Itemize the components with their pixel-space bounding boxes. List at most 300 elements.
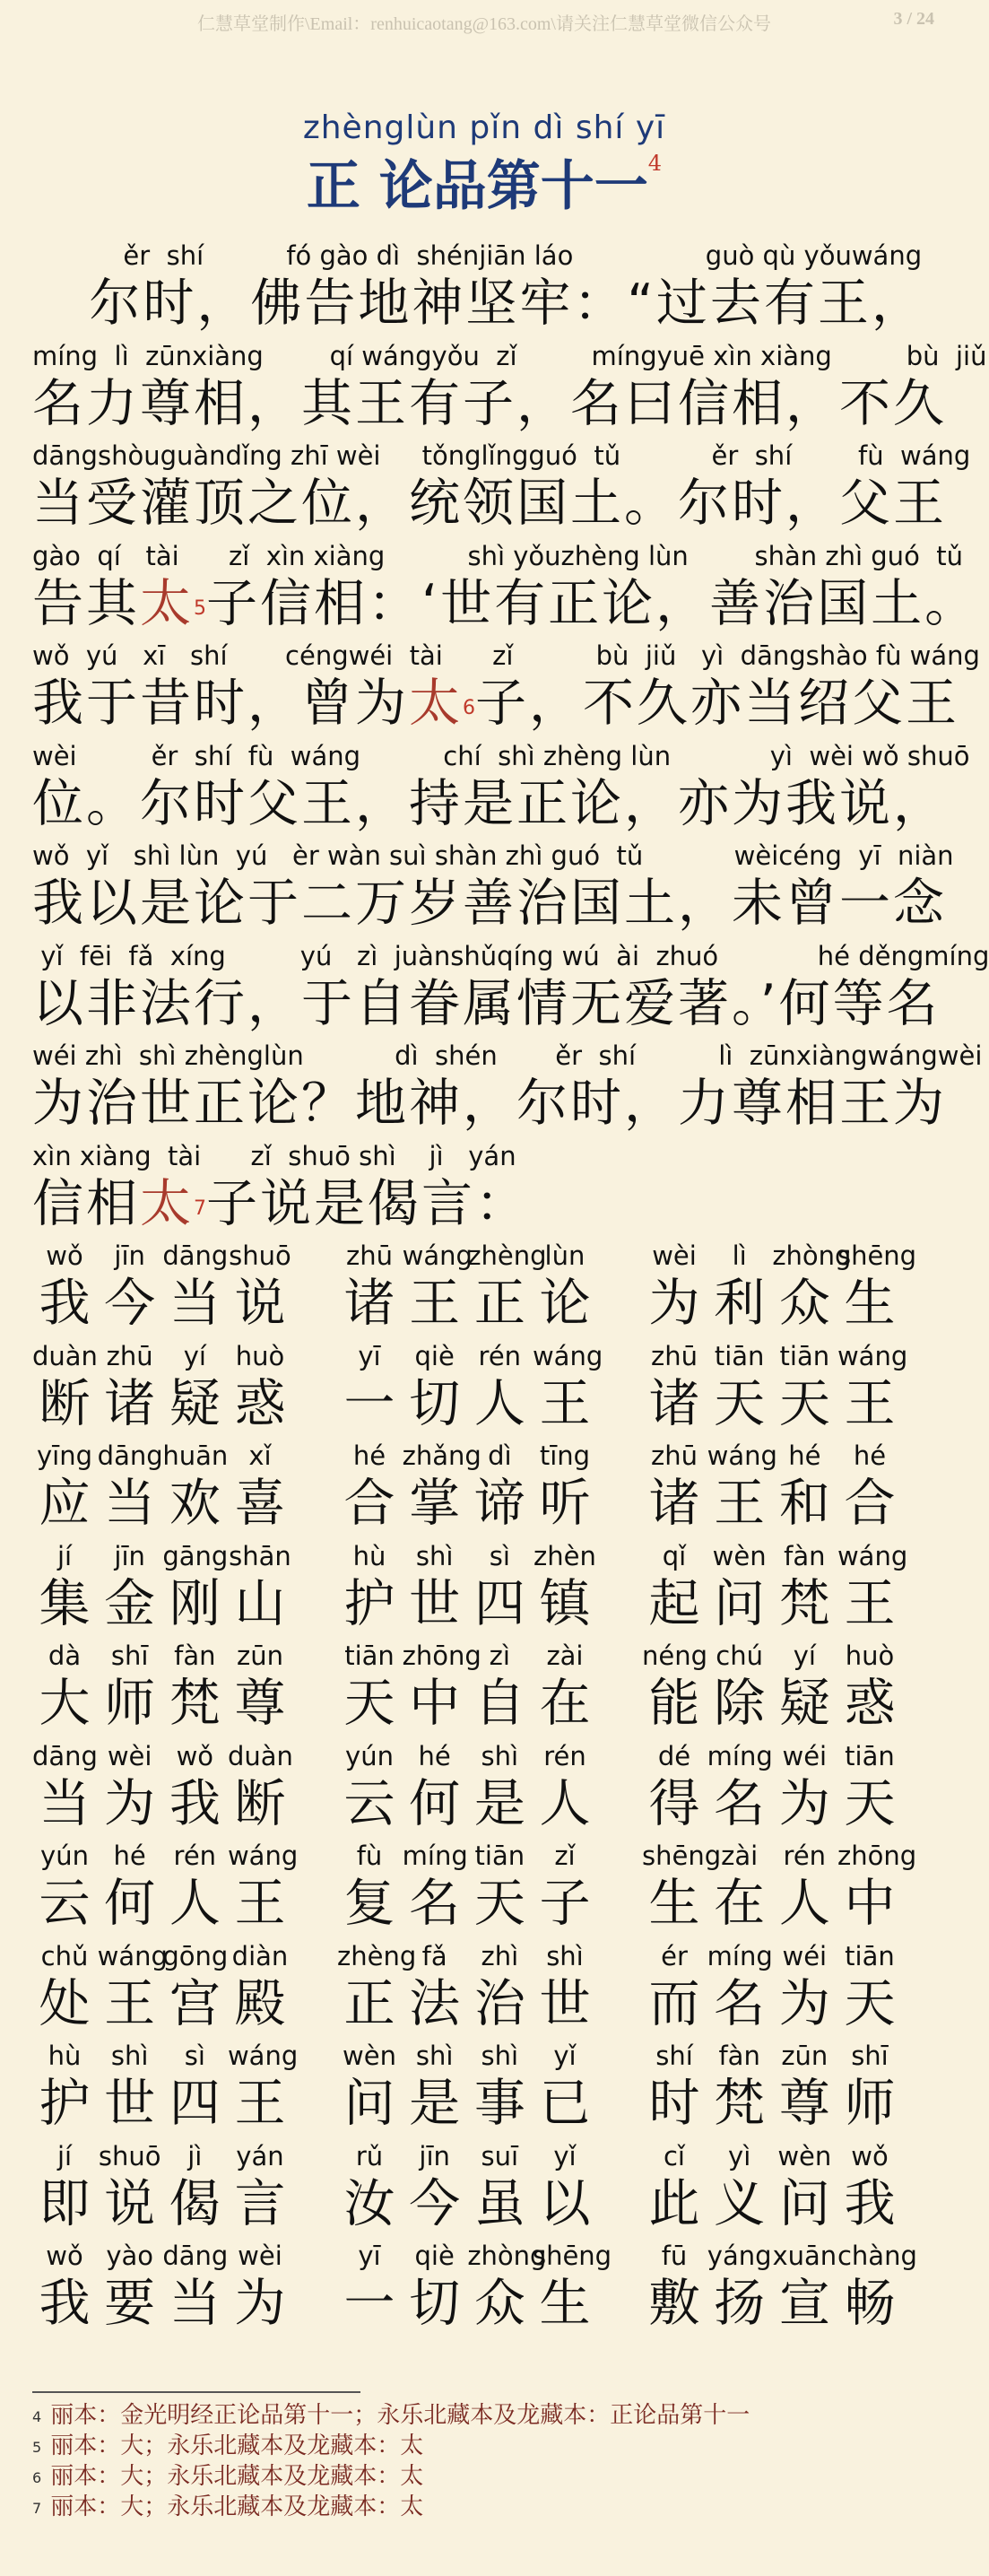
pinyin-syllable: xuān <box>772 2241 837 2271</box>
hanzi-character: 疑 <box>778 1674 830 1733</box>
prose-line <box>32 1138 938 1239</box>
verse-hanzi <box>32 2074 292 2133</box>
verse-hanzi <box>642 1874 902 1933</box>
hanzi-character: 利 <box>714 1274 766 1333</box>
pinyin-syllable: shī <box>110 1640 149 1671</box>
pinyin-syllable: wáng <box>707 1440 777 1471</box>
hanzi-character: 诸 <box>343 1274 395 1333</box>
hanzi-character: 天 <box>844 1773 896 1833</box>
hanzi-line <box>32 674 959 733</box>
verse-pinyin <box>32 1338 292 1374</box>
hanzi-line <box>32 773 947 833</box>
pinyin-syllable: fū <box>661 2241 688 2271</box>
hanzi-character: 说 <box>104 2173 156 2233</box>
verse-pinyin <box>32 1938 292 1974</box>
pinyin-syllable: yī <box>358 2241 381 2271</box>
pinyin-syllable: shuō <box>229 1240 291 1271</box>
verse-pinyin <box>642 1938 902 1974</box>
verse-line <box>32 1238 938 1338</box>
pinyin-syllable: míng <box>707 1940 773 1971</box>
verse-hanzi <box>642 1974 902 2033</box>
pinyin-syllable: rǔ <box>355 2140 384 2171</box>
hanzi-character: 问 <box>343 2074 395 2133</box>
pinyin-syllable: dé <box>657 1740 691 1771</box>
pinyin-line: dāngshòuguàndǐng zhī wèi tǒnglǐngguó tǔ ěr shí fù wáng <box>32 440 971 471</box>
hanzi-line <box>32 573 979 633</box>
hanzi-text: 告其 <box>32 573 140 633</box>
pinyin-syllable: sì <box>489 1540 510 1571</box>
verse-phrase <box>642 1938 902 2033</box>
pinyin-syllable: hù <box>352 1540 386 1571</box>
verse-hanzi <box>337 1274 597 1333</box>
pinyin-syllable: yīng <box>36 1440 92 1471</box>
pinyin-syllable: cǐ <box>663 2140 685 2171</box>
verse-pinyin <box>642 1738 902 1774</box>
hanzi-character: 世 <box>409 1573 461 1633</box>
hanzi-character: 天 <box>473 1874 525 1933</box>
hanzi-character: 名 <box>714 1973 766 2033</box>
hanzi-character: 王 <box>714 1474 766 1533</box>
hanzi-line <box>32 274 938 333</box>
hanzi-character: 大 <box>39 1674 91 1733</box>
hanzi-character: 自 <box>473 1674 525 1733</box>
prose-line <box>32 938 989 1039</box>
prose-line <box>32 738 970 839</box>
verse-hanzi <box>32 1474 292 1533</box>
verse-pinyin <box>337 1638 597 1674</box>
verse-hanzi <box>337 2174 597 2233</box>
verse-line <box>32 1638 938 1738</box>
prose-line <box>32 1038 983 1138</box>
pinyin-syllable: huò <box>845 1640 895 1671</box>
verse-hanzi <box>337 2074 597 2133</box>
footnote-number: 5 <box>32 2439 42 2456</box>
verse-hanzi <box>642 1374 902 1433</box>
verse-hanzi <box>337 1474 597 1533</box>
hanzi-character: 为 <box>234 2274 286 2333</box>
hanzi-character: 护 <box>343 1573 395 1633</box>
page-number: 3 / 24 <box>893 9 934 29</box>
hanzi-character: 人 <box>778 1874 830 1933</box>
pinyin-syllable: yáng <box>707 2241 772 2271</box>
pinyin-syllable: chàng <box>837 2241 917 2271</box>
hanzi-character: 合 <box>844 1474 896 1533</box>
pinyin-syllable: zài <box>721 1841 759 1871</box>
hanzi-character: 虽 <box>473 2173 525 2233</box>
verse-phrase <box>32 2238 292 2333</box>
hanzi-character: 金 <box>104 1573 156 1633</box>
hanzi-character: 王 <box>409 1274 461 1333</box>
pinyin-syllable: tiān <box>344 1640 395 1671</box>
hanzi-character: 生 <box>844 1274 896 1333</box>
pinyin-syllable: wáng <box>532 1340 603 1371</box>
pinyin-syllable: qiè <box>414 1340 455 1371</box>
hanzi-character: 而 <box>648 1973 700 2033</box>
pinyin-syllable: huò <box>235 1340 285 1371</box>
pinyin-syllable: shuō <box>98 2140 161 2171</box>
pinyin-syllable: zhū <box>346 1240 393 1271</box>
pinyin-syllable: dì <box>488 1440 512 1471</box>
footnote <box>32 2492 938 2522</box>
hanzi-character: 梵 <box>169 1674 221 1733</box>
hanzi-character: 为 <box>778 1973 830 2033</box>
hanzi-character: 起 <box>648 1573 700 1633</box>
pinyin-syllable: shī <box>851 2041 889 2071</box>
pinyin-syllable: tiān <box>714 1340 765 1371</box>
hanzi-character: 诸 <box>648 1474 700 1533</box>
pinyin-line: wèi ěr shí fù wáng chí shì zhèng lùn yì wèi wǒ shuō <box>32 740 970 771</box>
hanzi-character: 集 <box>39 1573 91 1633</box>
verse-hanzi <box>32 1974 292 2033</box>
hanzi-character: 问 <box>714 1573 766 1633</box>
variant-character: 太 <box>140 1173 194 1233</box>
pinyin-syllable: jí <box>56 1540 73 1571</box>
hanzi-text: 子，不久亦当绍父王 <box>475 674 959 733</box>
pinyin-syllable: yī <box>358 1340 381 1371</box>
pinyin-syllable: wèi <box>238 2241 282 2271</box>
verse-pinyin <box>642 1638 902 1674</box>
pinyin-line: míng lì zūnxiàng qí wángyǒu zǐ míngyuē xìn xiàng bù jiǔ <box>32 340 987 371</box>
verse-hanzi <box>32 1874 292 1933</box>
page-header <box>0 9 968 36</box>
hanzi-line <box>32 874 947 933</box>
verse-hanzi <box>642 2174 902 2233</box>
hanzi-text: 位。尔时父王，持是正论，亦为我说， <box>32 773 947 833</box>
footnote-ref: 5 <box>194 596 206 620</box>
pinyin-syllable: wǒ <box>851 2140 889 2171</box>
hanzi-text: 当受灌顶之位，统领国土。尔时，父王 <box>32 474 947 533</box>
pinyin-syllable: wáng <box>837 1340 908 1371</box>
hanzi-character: 谛 <box>473 1474 525 1533</box>
verse-hanzi <box>642 2074 902 2133</box>
hanzi-character: 人 <box>539 1773 591 1833</box>
verse-phrase <box>337 1238 597 1333</box>
verse-hanzi <box>337 1574 597 1633</box>
footnote-text: 丽本：大；永乐北藏本及龙藏本：太 <box>50 2463 424 2490</box>
pinyin-syllable: zhū <box>651 1340 698 1371</box>
pinyin-syllable: qiè <box>414 2241 455 2271</box>
hanzi-character: 汝 <box>343 2173 395 2233</box>
pinyin-syllable: duàn <box>32 1340 98 1371</box>
hanzi-text: 我以是论于二万岁善治国土，未曾一念 <box>32 874 947 933</box>
hanzi-character: 诸 <box>104 1373 156 1433</box>
pinyin-syllable: wáng <box>837 1540 908 1571</box>
pinyin-syllable: wèn <box>777 2140 832 2171</box>
hanzi-character: 掌 <box>409 1474 461 1533</box>
verse-pinyin <box>32 2138 292 2174</box>
hanzi-character: 说 <box>234 1274 286 1333</box>
hanzi-character: 我 <box>39 2274 91 2333</box>
pinyin-syllable: shēng <box>837 1240 917 1271</box>
pinyin-syllable: shēng <box>532 2241 612 2271</box>
chapter-note-ref: 4 <box>647 151 663 176</box>
hanzi-character: 扬 <box>714 2274 766 2333</box>
hanzi-character: 镇 <box>539 1573 591 1633</box>
hanzi-character: 是 <box>409 2074 461 2133</box>
hanzi-character: 为 <box>648 1274 700 1333</box>
footnote-text: 丽本：金光明经正论品第十一；永乐北藏本及龙藏本：正论品第十一 <box>50 2402 750 2429</box>
hanzi-character: 护 <box>39 2074 91 2133</box>
pinyin-syllable: shì <box>415 1540 454 1571</box>
hanzi-character: 山 <box>234 1573 286 1633</box>
pinyin-syllable: zhèng <box>337 1940 417 1971</box>
hanzi-character: 何 <box>104 1874 156 1933</box>
hanzi-character: 为 <box>104 1773 156 1833</box>
pinyin-line: wéi zhì shì zhènglùn dì shén ěr shí lì zūnxiàngwángwèi <box>32 1040 983 1071</box>
verse-hanzi <box>337 1774 597 1833</box>
pinyin-syllable: dāng <box>97 1440 163 1471</box>
pinyin-syllable: fù <box>356 1841 383 1871</box>
verse-phrase <box>337 1338 603 1433</box>
hanzi-character: 云 <box>343 1773 395 1833</box>
verse-hanzi <box>32 1274 292 1333</box>
hanzi-character: 惑 <box>844 1674 896 1733</box>
hanzi-character: 合 <box>343 1474 395 1533</box>
footnote-divider <box>32 2391 360 2393</box>
verse-pinyin <box>32 1538 292 1574</box>
pinyin-syllable: zhōng <box>402 1640 481 1671</box>
pinyin-syllable: yǐ <box>553 2140 577 2171</box>
hanzi-character: 四 <box>169 2074 221 2133</box>
verse-hanzi <box>642 1274 902 1333</box>
pinyin-syllable: zì <box>489 1640 510 1671</box>
hanzi-character: 当 <box>104 1474 156 1533</box>
pinyin-syllable: yán <box>236 2140 284 2171</box>
verse-phrase <box>642 1738 902 1833</box>
pinyin-syllable: rén <box>783 1841 827 1871</box>
pinyin-syllable: wǒ <box>46 2241 83 2271</box>
hanzi-character: 法 <box>409 1973 461 2033</box>
verse-line <box>32 1338 938 1439</box>
footnote-ref: 7 <box>194 1197 206 1220</box>
verse-pinyin <box>337 2038 597 2074</box>
hanzi-character: 师 <box>844 2074 896 2133</box>
pinyin-syllable: fǎ <box>421 1940 447 1971</box>
pinyin-syllable: yǐ <box>553 2041 577 2071</box>
verse-hanzi <box>32 1674 292 1733</box>
verse-pinyin <box>642 2238 917 2274</box>
hanzi-character: 能 <box>648 1674 700 1733</box>
verse-phrase <box>32 1838 299 1933</box>
prose-line <box>32 438 971 538</box>
pinyin-syllable: shì <box>546 1940 584 1971</box>
verse-phrase <box>337 2138 597 2233</box>
hanzi-character: 众 <box>778 1274 830 1333</box>
hanzi-character: 王 <box>234 1874 286 1933</box>
verse-phrase <box>337 2038 597 2133</box>
prose-line <box>32 838 954 938</box>
hanzi-text: 尔时，佛告地神坚牢：“过去有王， <box>32 274 925 333</box>
hanzi-character: 世 <box>539 1973 591 2033</box>
hanzi-character: 言 <box>234 2173 286 2233</box>
verse-line <box>32 2038 938 2138</box>
verse-pinyin <box>337 1538 597 1574</box>
verse-hanzi <box>642 2274 902 2333</box>
pinyin-syllable: lùn <box>544 1240 586 1271</box>
verse-pinyin <box>32 1638 292 1674</box>
verse-line <box>32 1738 938 1839</box>
pinyin-syllable: fàn <box>174 1640 216 1671</box>
pinyin-syllable: suī <box>481 2140 519 2171</box>
pinyin-syllable: rén <box>543 1740 586 1771</box>
hanzi-line <box>32 373 947 433</box>
pinyin-syllable: zhōng <box>837 1841 917 1871</box>
hanzi-character: 敷 <box>648 2274 700 2333</box>
verse-line <box>32 1438 938 1538</box>
hanzi-character: 王 <box>844 1573 896 1633</box>
pinyin-syllable: shí <box>655 2041 693 2071</box>
verse-pinyin <box>32 1438 292 1474</box>
hanzi-character: 一 <box>343 1373 395 1433</box>
hanzi-character: 师 <box>104 1674 156 1733</box>
verse-pinyin <box>32 1838 299 1874</box>
hanzi-character: 正 <box>343 1973 395 2033</box>
pinyin-syllable: néng <box>642 1640 708 1671</box>
hanzi-character: 何 <box>409 1773 461 1833</box>
pinyin-syllable: hé <box>418 1740 451 1771</box>
verse-pinyin <box>337 1938 597 1974</box>
hanzi-character: 要 <box>104 2274 156 2333</box>
pinyin-syllable: míng <box>402 1841 468 1871</box>
verse-line <box>32 2138 938 2239</box>
hanzi-line <box>32 474 947 533</box>
verse-phrase <box>32 2038 299 2133</box>
verse-phrase <box>337 1438 597 1533</box>
pinyin-syllable: fàn <box>718 2041 760 2071</box>
hanzi-character: 除 <box>714 1674 766 1733</box>
pinyin-syllable: zǐ <box>554 1841 576 1871</box>
pinyin-syllable: hé <box>113 1841 146 1871</box>
hanzi-character: 当 <box>169 2274 221 2333</box>
pinyin-syllable: xǐ <box>248 1440 272 1471</box>
hanzi-character: 宣 <box>778 2274 830 2333</box>
verse-hanzi <box>642 1674 902 1733</box>
hanzi-character: 论 <box>539 1274 591 1333</box>
hanzi-character: 天 <box>778 1373 830 1433</box>
hanzi-text: 子信相：‘世有正论，善治国土。 <box>206 573 979 633</box>
pinyin-syllable: dāng <box>32 1740 98 1771</box>
hanzi-line <box>32 973 941 1033</box>
hanzi-character: 断 <box>234 1773 286 1833</box>
hanzi-character: 已 <box>539 2074 591 2133</box>
verse-phrase <box>642 2238 917 2333</box>
pinyin-syllable: qǐ <box>662 1540 687 1571</box>
verse-phrase <box>642 1438 902 1533</box>
hanzi-character: 生 <box>539 2274 591 2333</box>
hanzi-text: 信相 <box>32 1173 140 1233</box>
pinyin-syllable: jí <box>56 2140 73 2171</box>
verse-hanzi <box>32 1574 292 1633</box>
hanzi-character: 畅 <box>844 2274 896 2333</box>
verse-pinyin <box>32 1738 292 1774</box>
hanzi-character: 王 <box>104 1973 156 2033</box>
footnote-number: 7 <box>32 2500 42 2517</box>
pinyin-syllable: zhì <box>481 1940 519 1971</box>
pinyin-syllable: rén <box>478 1340 522 1371</box>
pinyin-syllable: shì <box>110 2041 149 2071</box>
verse-hanzi <box>337 2274 597 2333</box>
verse-phrase <box>642 1238 917 1333</box>
hanzi-character: 正 <box>473 1274 525 1333</box>
footnote-number: 6 <box>32 2469 42 2486</box>
pinyin-line: ěr shí fó gào dì shénjiān láo guò qù yǒuwáng <box>32 240 923 271</box>
pinyin-syllable: yì <box>728 2140 751 2171</box>
pinyin-line: wǒ yú xī shí céngwéi tài zǐ bù jiǔ yì dāngshào fù wáng <box>32 640 980 671</box>
chapter-title-text: 正 论品第十一 <box>306 155 648 218</box>
hanzi-line <box>32 1174 938 1233</box>
pinyin-syllable: wèi <box>107 1740 152 1771</box>
verse-phrase <box>32 1338 292 1433</box>
verse-pinyin <box>337 1438 597 1474</box>
pinyin-syllable: zūn <box>236 1640 283 1671</box>
hanzi-character: 云 <box>39 1874 91 1933</box>
pinyin-syllable: chú <box>716 1640 764 1671</box>
pinyin-syllable: wǒ <box>176 1740 214 1771</box>
hanzi-character: 宫 <box>169 1973 221 2033</box>
verse-phrase <box>642 1838 917 1933</box>
hanzi-character: 此 <box>648 2173 700 2233</box>
prose-line <box>32 638 980 738</box>
verse-pinyin <box>337 1838 597 1874</box>
prose-line <box>32 338 987 439</box>
hanzi-character: 在 <box>539 1674 591 1733</box>
hanzi-character: 今 <box>409 2173 461 2233</box>
pinyin-syllable: dāng <box>162 2241 229 2271</box>
hanzi-character: 得 <box>648 1773 700 1833</box>
verse-pinyin <box>32 2238 292 2274</box>
hanzi-character: 我 <box>39 1274 91 1333</box>
verse-pinyin <box>642 1338 908 1374</box>
pinyin-syllable: wǒ <box>46 1240 83 1271</box>
verse-line <box>32 1538 938 1639</box>
verse-hanzi <box>337 1674 597 1733</box>
pinyin-syllable: diàn <box>231 1940 289 1971</box>
hanzi-character: 义 <box>714 2173 766 2233</box>
hanzi-line <box>32 1074 947 1133</box>
verse-phrase <box>337 1938 597 2033</box>
hanzi-character: 时 <box>648 2074 700 2133</box>
verse-hanzi <box>32 2174 292 2233</box>
verse-hanzi <box>642 1574 902 1633</box>
pinyin-syllable: tīng <box>539 1440 591 1471</box>
hanzi-character: 众 <box>473 2274 525 2333</box>
pinyin-syllable: wèn <box>712 1540 767 1571</box>
pinyin-syllable: dāng <box>162 1240 229 1271</box>
variant-character: 太 <box>140 573 194 633</box>
hanzi-character: 刚 <box>169 1573 221 1633</box>
pinyin-syllable: hé <box>853 1440 887 1471</box>
pinyin-syllable: zūn <box>781 2041 829 2071</box>
verse-phrase <box>32 1738 292 1833</box>
hanzi-character: 王 <box>844 1373 896 1433</box>
hanzi-character: 我 <box>169 1773 221 1833</box>
verse-hanzi <box>642 1474 902 1533</box>
pinyin-syllable: jīn <box>419 2140 450 2171</box>
hanzi-character: 切 <box>409 2274 461 2333</box>
pinyin-syllable: jīn <box>114 1540 145 1571</box>
verse-pinyin <box>337 2238 612 2274</box>
pinyin-syllable: wáng <box>227 2041 299 2071</box>
verse-hanzi <box>32 1774 292 1833</box>
verse-phrase <box>32 1938 292 2033</box>
hanzi-character: 复 <box>343 1874 395 1933</box>
pinyin-syllable: zhǎng <box>402 1440 481 1471</box>
verse-phrase <box>642 2038 902 2133</box>
pinyin-syllable: tiān <box>779 1340 830 1371</box>
hanzi-character: 偈 <box>169 2173 221 2233</box>
verse-line <box>32 1838 938 1938</box>
verse-phrase <box>642 1538 908 1633</box>
